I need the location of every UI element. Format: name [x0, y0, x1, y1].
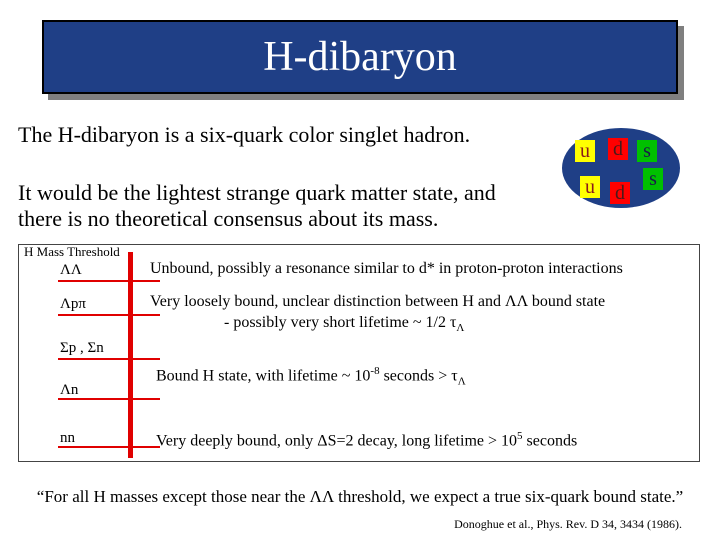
title-banner [42, 20, 678, 94]
desc-unbound: Unbound, possibly a resonance similar to d* in proton-proton interactions [150, 260, 623, 277]
quote-text: “For all H masses except those near the ΛΛ threshold, we expect a true six-quark bound state.” [36, 487, 684, 506]
threshold-lppi: Λpπ [60, 296, 86, 312]
threshold-ll-line [58, 280, 160, 282]
threshold-lppi-line [58, 314, 160, 316]
quark-d-2: d [610, 182, 630, 204]
desc-loose-line2: - possibly very short lifetime ~ 1/2 $\tau_\Lambda$ [224, 314, 465, 335]
claim-text-line2: there is no theoretical consensus about its mass. [18, 206, 439, 231]
desc-loose-line1: Very loosely bound, unclear distinction between H and ΛΛ bound state [150, 293, 606, 310]
threshold-ln-line [58, 398, 160, 400]
threshold-nn-line [58, 446, 160, 448]
threshold-ll: ΛΛ [60, 262, 82, 278]
quark-u-1: u [575, 140, 595, 162]
claim-text-line1: It would be the lightest strange quark matter state, and [18, 180, 496, 205]
threshold-sigma-line [58, 358, 160, 360]
quark-s-1: s [637, 140, 657, 162]
mass-axis-line [128, 252, 133, 458]
threshold-ln: Λn [60, 382, 79, 398]
desc-deep: Very deeply bound, only ΔS=2 decay, long lifetime > $10^5$ seconds [156, 430, 578, 450]
intro-text: The H-dibaryon is a six-quark color singlet hadron. [18, 122, 471, 147]
quark-d-1: d [608, 138, 628, 160]
threshold-nn: nn [60, 430, 75, 446]
desc-bound: Bound H state, with lifetime ~ $10^{-8}$ seconds > $\tau_\Lambda$ [156, 365, 466, 388]
quark-u-2: u [580, 176, 600, 198]
threshold-sigma: Σp , Σn [60, 340, 104, 356]
quark-s-2: s [643, 168, 663, 190]
axis-label: H Mass Threshold [24, 244, 120, 259]
citation: Donoghue et al., Phys. Rev. D 34, 3434 (1986). [454, 517, 682, 531]
page-title: H-dibaryon [263, 34, 457, 80]
